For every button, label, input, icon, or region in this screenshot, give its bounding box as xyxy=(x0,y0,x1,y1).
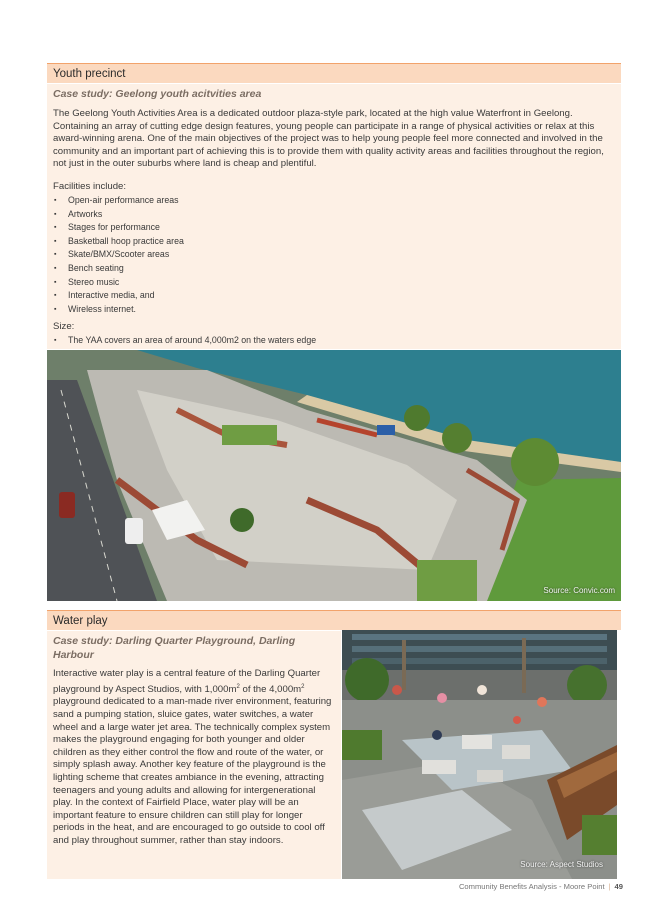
list-item: ▪ Open-air performance areas xyxy=(53,194,453,208)
water-description-part-1: Interactive water play is a central feature of the Darling Quarter playground by Aspect Studios, with 1,000m xyxy=(53,668,321,695)
footer-separator: | xyxy=(608,882,611,891)
youth-photo-credit: Source: Convic.com xyxy=(543,586,615,595)
list-item: ▪ Interactive media, and xyxy=(53,289,453,303)
water-play-heading: Water play xyxy=(47,610,621,630)
size-list xyxy=(53,334,453,348)
water-description xyxy=(53,668,333,848)
geelong-yaa-aerial-photo xyxy=(47,350,621,601)
water-superscript-1: 2 xyxy=(236,683,240,690)
list-item: ▪ Wireless internet. xyxy=(53,303,453,317)
water-description-part-2: of the 4,000m xyxy=(239,683,302,695)
water-photo-credit: Source: Aspect Studios xyxy=(520,860,603,869)
list-item: ▪ Bench seating xyxy=(53,262,453,276)
facilities-label: Facilities include: xyxy=(53,181,127,192)
facilities-list xyxy=(53,194,453,316)
youth-case-study-title: Case study: Geelong youth acitvities area xyxy=(53,88,262,100)
water-play-panel xyxy=(47,631,341,879)
list-item: ▪ Artworks xyxy=(53,208,453,222)
water-superscript-2: 2 xyxy=(301,683,305,690)
footer-doc-title: Community Benefits Analysis - Moore Point xyxy=(458,882,605,891)
water-description-part-3: playground dedicated to a man-made river environment, featuring sand a pumping station, sluice gates, water switches, a water wheel and a large water jet area. The technically complex system makes the playground engaging for both younger and older children as they either control the flow and route of the water, or simply splash away. Another key feature of the playground is the lighting scheme that creates ambiance in the evening, attracting teenagers and young adults and allowing for intergenerational play. In the context of Fairfield Place, water play will be an important feature to ensure children can still play for longer periods in the heat, and are encouraged to go outside to cool off and play throughout summer, rather than stay indoors. xyxy=(53,696,332,846)
size-label: Size: xyxy=(53,321,75,332)
list-item: ▪ Stages for performance xyxy=(53,221,453,235)
list-item: ▪ Skate/BMX/Scooter areas xyxy=(53,248,453,262)
youth-precinct-panel xyxy=(47,84,621,349)
aerial-photo-illustration xyxy=(47,350,621,601)
list-item: ▪ Stereo music xyxy=(53,276,453,290)
list-item: ▪ Basketball hoop practice area xyxy=(53,235,453,249)
playground-photo-illustration xyxy=(342,630,617,879)
page-footer xyxy=(459,882,623,891)
youth-precinct-heading: Youth precinct xyxy=(47,63,621,83)
water-case-study-title: Case study: Darling Quarter Playground, Darling Harbour xyxy=(53,635,296,661)
list-item: ▪ The YAA covers an area of around 4,000m2 on the waters edge xyxy=(53,334,453,348)
darling-quarter-playground-photo xyxy=(342,630,617,879)
page-number: 49 xyxy=(614,882,623,891)
youth-description: The Geelong Youth Activities Area is a dedicated outdoor plaza-style park, located at the high value Waterfront in Geelong. Containing an array of cutting edge design features, young people can participate in a range of physical activities or relax at this award-winning arena. One of the main objectives of the project was to help young people feel more connected and involved in the community and an important part of achieving this is to provide them with quality activity areas and facilities throughout the region, not just in the outer suburbs where land is cheap and plentiful. xyxy=(53,108,604,170)
